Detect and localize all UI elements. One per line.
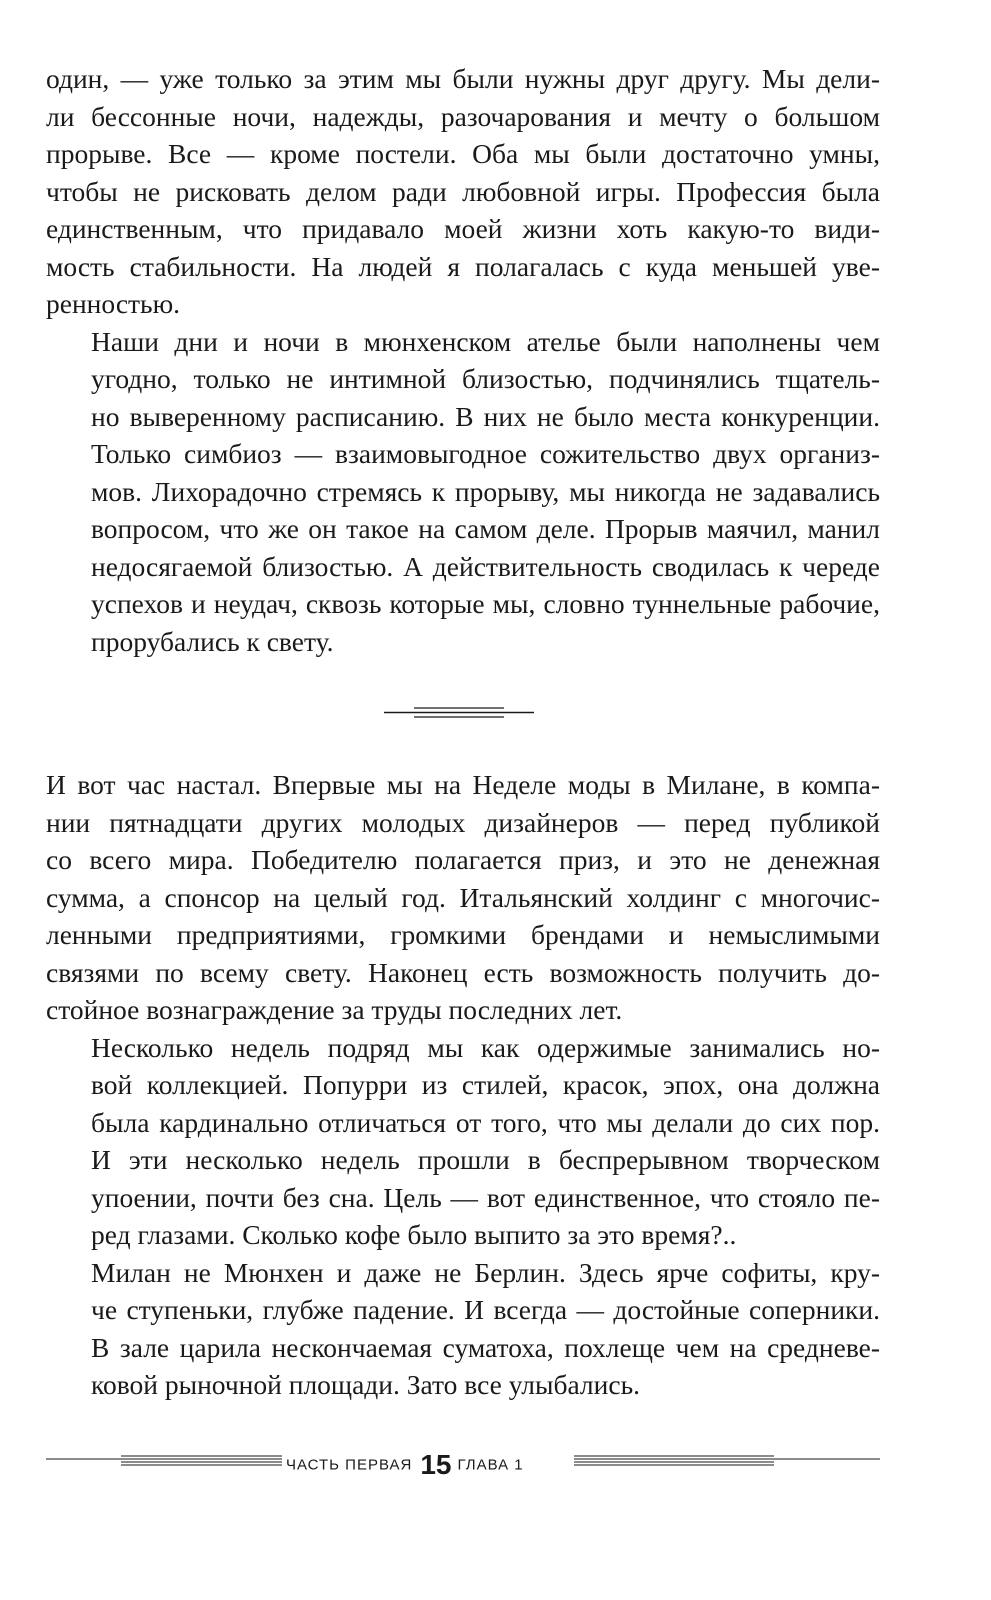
page-number: 15: [420, 1449, 452, 1480]
paragraph: [46, 1254, 880, 1404]
paragraph: [46, 766, 880, 1029]
text-line: Только симбиоз — взаимовыгодное сожительство двух организ-: [91, 438, 880, 469]
text-line: но выверенному расписанию. В них не было места конкуренции.: [91, 400, 880, 432]
text-line: ренностью.: [46, 288, 181, 319]
text-line: ли бессонные ночи, надежды, разочарования и мечту о большом: [46, 100, 880, 132]
text-line: мость стабильности. На людей я полагалась с куда меньшей уве-: [46, 250, 880, 282]
page-footer: [46, 1449, 880, 1479]
text-line: со всего мира. Победителю полагается приз, и это не денежная: [46, 844, 880, 875]
footer-rule-right: [574, 1455, 880, 1467]
body-text-top: [46, 60, 880, 660]
text-line: упоении, почти без сна. Цель — вот единственное, что стояло пе-: [91, 1181, 880, 1213]
text-line: недосягаемой близостью. А действительность сводилась к череде: [91, 550, 880, 582]
text-line: В зале царила нескончаемая суматоха, похлеще чем на средневе-: [91, 1331, 880, 1363]
footer-rule-left: [46, 1455, 282, 1467]
footer-chapter-label: ГЛАВА 1: [457, 1456, 524, 1474]
text-line: стойное вознаграждение за труды последних лет.: [46, 994, 623, 1025]
text-line: была кардинально отличаться от того, что мы делали до сих пор.: [91, 1106, 880, 1138]
text-line: ленными предприятиями, громкими брендами и немыслимыми: [46, 919, 880, 950]
text-line: успехов и неудач, сквозь которые мы, словно туннельные рабочие,: [91, 588, 880, 619]
text-line: связями по всему свету. Наконец есть возможность получить до-: [46, 956, 880, 988]
text-line: ред глазами. Сколько кофе было выпито за это время?..: [91, 1219, 737, 1250]
text-line: вопросом, что же он такое на самом деле. Прорыв маячил, манил: [91, 513, 880, 544]
text-line: Несколько недель подряд мы как одержимые занимались но-: [91, 1031, 880, 1063]
section-separator: [384, 706, 534, 720]
footer-part-label: ЧАСТЬ ПЕРВАЯ: [286, 1456, 413, 1474]
text-line: ковой рыночной площади. Зато все улыбались.: [91, 1369, 640, 1400]
text-line: И вот час настал. Впервые мы на Неделе моды в Милане, в компа-: [46, 769, 880, 800]
text-line: угодно, только не интимной близостью, подчинялись тщатель-: [91, 363, 880, 394]
text-line: че ступеньки, глубже падение. И всегда — достойные соперники.: [91, 1294, 880, 1325]
footer-labels: [286, 1449, 524, 1481]
paragraph: [46, 1029, 880, 1254]
text-line: вой коллекцией. Попурри из стилей, красок, эпох, она должна: [91, 1069, 880, 1100]
text-line: прорыве. Все — кроме постели. Оба мы были достаточно умны,: [46, 138, 880, 169]
text-line: мов. Лихорадочно стремясь к прорыву, мы никогда не задавались: [91, 475, 880, 507]
text-line: один, — уже только за этим мы были нужны друг другу. Мы дели-: [46, 63, 880, 94]
text-line: Наши дни и ночи в мюнхенском ателье были наполнены чем: [91, 325, 880, 357]
text-line: сумма, а спонсор на целый год. Итальянский холдинг с многочис-: [46, 881, 880, 913]
text-line: И эти несколько недель прошли в беспрерывном творческом: [91, 1144, 880, 1175]
body-text-bottom: [46, 766, 880, 1404]
text-line: единственным, что придавало моей жизни хоть какую-то види-: [46, 213, 880, 244]
text-line: прорубались к свету.: [91, 625, 334, 657]
paragraph: [46, 323, 880, 661]
paragraph: [46, 60, 880, 323]
text-line: нии пятнадцати других молодых дизайнеров — перед публикой: [46, 806, 880, 838]
text-line: Милан не Мюнхен и даже не Берлин. Здесь ярче софиты, кру-: [91, 1256, 880, 1288]
text-line: чтобы не рисковать делом ради любовной игры. Профессия была: [46, 175, 880, 207]
